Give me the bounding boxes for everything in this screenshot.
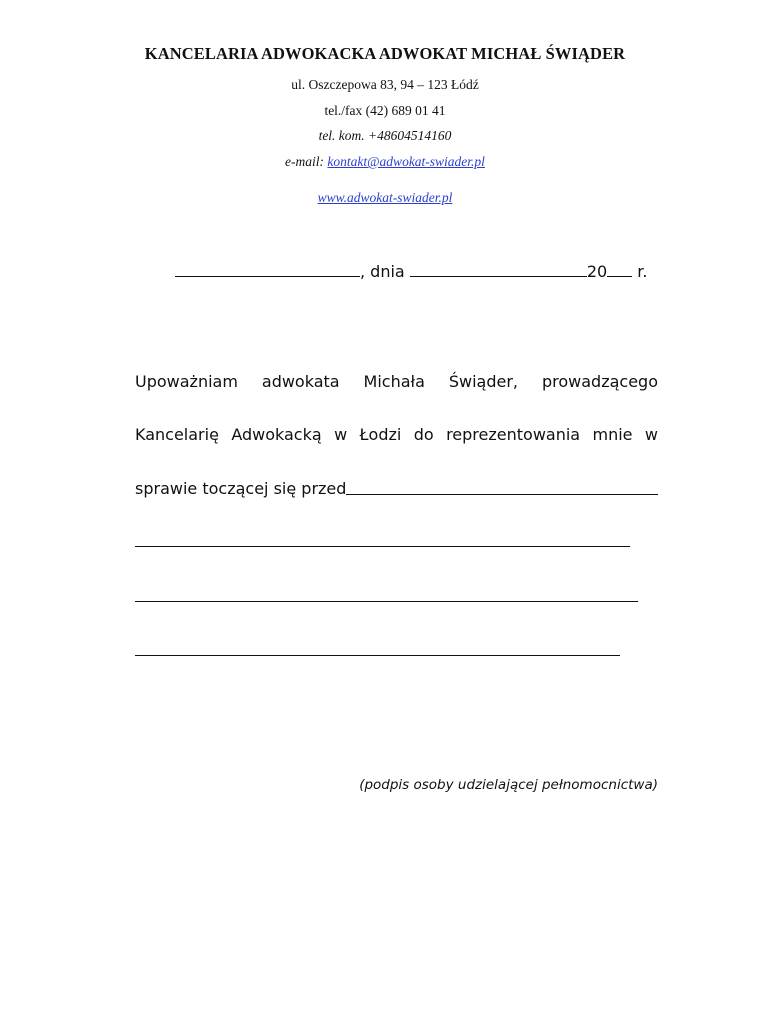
year-blank[interactable] bbox=[607, 262, 632, 277]
firm-website-line bbox=[0, 190, 770, 206]
case-details-blank-1[interactable] bbox=[135, 545, 630, 547]
court-blank[interactable] bbox=[346, 478, 658, 495]
case-details-blank-2[interactable] bbox=[135, 600, 638, 602]
year-suffix: r. bbox=[632, 262, 648, 281]
case-details-blank-3[interactable] bbox=[135, 654, 620, 656]
authorization-text-line-2: Kancelarię Adwokacką w Łodzi do reprezentowania mnie w bbox=[135, 425, 658, 444]
firm-email-line bbox=[0, 154, 770, 170]
firm-address: ul. Oszczepowa 83, 94 – 123 Łódź bbox=[291, 77, 479, 92]
court-label: sprawie toczącej się przed bbox=[135, 479, 347, 498]
firm-name: KANCELARIA ADWOKACKA ADWOKAT MICHAŁ ŚWIĄDER bbox=[144, 44, 626, 63]
year-prefix: 20 bbox=[586, 262, 608, 281]
firm-phone-fax: tel./fax (42) 689 01 41 bbox=[324, 103, 446, 118]
authorization-text-line-3 bbox=[135, 478, 658, 498]
authorization-text-line-1: Upoważniam adwokata Michała Świąder, prowadzącego bbox=[135, 372, 658, 391]
email-link[interactable]: kontakt@adwokat-swiader.pl bbox=[327, 154, 485, 169]
date-blank[interactable] bbox=[410, 262, 587, 277]
dnia-label: , dnia bbox=[360, 262, 410, 281]
website-link[interactable]: www.adwokat-swiader.pl bbox=[317, 190, 453, 205]
place-date-line bbox=[175, 262, 659, 281]
signature-caption: (podpis osoby udzielającej pełnomocnictwa) bbox=[359, 777, 658, 793]
place-blank[interactable] bbox=[175, 262, 360, 277]
firm-mobile: tel. kom. +48604514160 bbox=[318, 128, 452, 143]
email-label: e-mail: bbox=[285, 154, 328, 169]
